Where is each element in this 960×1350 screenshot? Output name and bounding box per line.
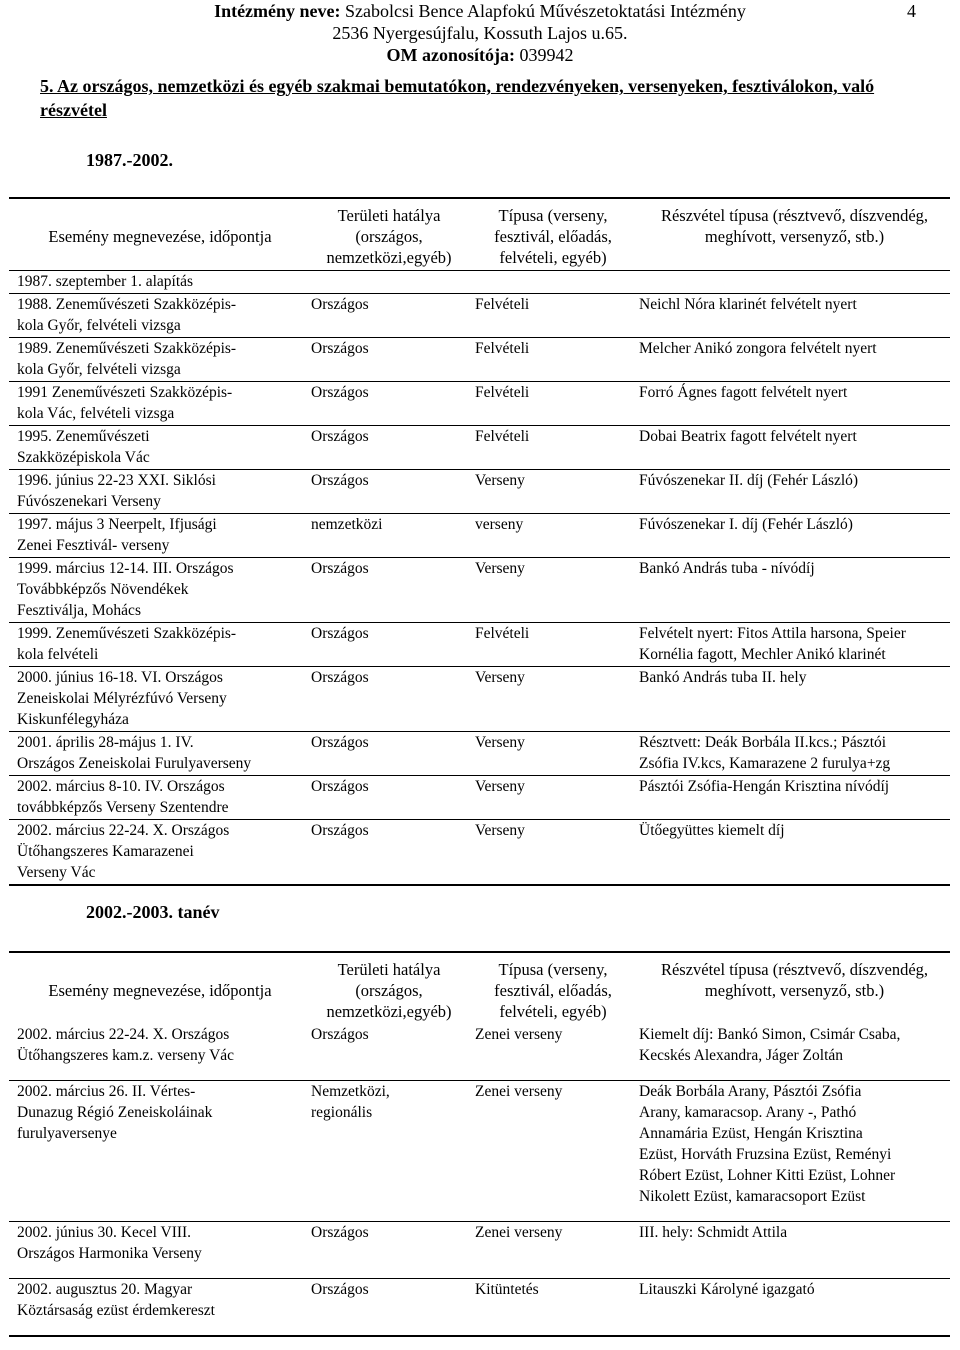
event-line: kola felvételi	[17, 646, 99, 663]
scope-cell	[303, 776, 467, 820]
table-row	[9, 426, 950, 470]
event-cell	[9, 1024, 303, 1081]
scope-line: nemzetközi	[311, 516, 383, 533]
event-line: 2002. március 22-24. X. Országos	[17, 822, 230, 839]
event-line: Köztársaság ezüst érdemkereszt	[17, 1302, 215, 1319]
scope-line: Országos	[311, 472, 369, 489]
event-line: Kiskunfélegyháza	[17, 711, 129, 728]
scope-line: Országos	[311, 296, 369, 313]
participation-cell	[631, 1024, 950, 1081]
event-line: Ütőhangszeres Kamarazenei	[17, 843, 194, 860]
col-header-scope: Területi hatálya (országos, nemzetközi,egyéb)	[303, 198, 467, 271]
type-cell	[467, 820, 631, 886]
participation-line: Pásztói Zsófia-Hengán Krisztina nívódíj	[639, 778, 890, 795]
table-row	[9, 470, 950, 514]
event-cell	[9, 1279, 303, 1337]
event-line: 1997. május 3 Neerpelt, Ifjusági	[17, 516, 217, 533]
type-cell	[467, 1279, 631, 1337]
table-row	[9, 732, 950, 776]
type-line: Felvételi	[475, 625, 530, 642]
type-cell	[467, 294, 631, 338]
event-line: Országos Harmonika Verseny	[17, 1245, 202, 1262]
participation-line: Neichl Nóra klarinét felvételt nyert	[639, 296, 857, 313]
scope-cell	[303, 623, 467, 667]
participation-line: Deák Borbála Arany, Pásztói Zsófia	[639, 1083, 862, 1100]
type-cell	[467, 623, 631, 667]
table-header-row	[9, 952, 950, 1024]
scope-cell	[303, 820, 467, 886]
scope-line: Országos	[311, 560, 369, 577]
type-line: Verseny	[475, 734, 525, 751]
event-cell	[9, 382, 303, 426]
participation-line: Zsófia IV.kcs, Kamarazene 2 furulya+zg	[639, 755, 891, 772]
type-cell	[467, 382, 631, 426]
type-cell	[467, 667, 631, 732]
event-cell	[9, 294, 303, 338]
participation-cell	[631, 294, 950, 338]
participation-cell	[631, 338, 950, 382]
page-number: 4	[907, 1, 916, 21]
event-cell	[9, 470, 303, 514]
participation-cell	[631, 271, 950, 294]
event-cell	[9, 776, 303, 820]
col-header-scope: Területi hatálya (országos, nemzetközi,egyéb)	[326, 960, 452, 1021]
type-cell	[467, 338, 631, 382]
type-line: Kitüntetés	[475, 1281, 539, 1298]
institution-name: Szabolcsi Bence Alapfokú Művészetoktatási Intézmény	[345, 1, 746, 21]
event-line: Zenei Fesztivál- verseny	[17, 537, 170, 554]
event-cell	[9, 1081, 303, 1222]
event-cell	[9, 426, 303, 470]
participation-line: Melcher Anikó zongora felvételt nyert	[639, 340, 877, 357]
participation-line: Kornélia fagott, Mechler Anikó klarinét	[639, 646, 886, 663]
type-cell	[467, 558, 631, 623]
type-line: Felvételi	[475, 340, 530, 357]
table-row	[9, 514, 950, 558]
address-line: 2536 Nyergesújfalu, Kossuth Lajos u.65.	[332, 23, 628, 43]
scope-line: Országos	[311, 1224, 369, 1241]
table-row	[9, 1024, 950, 1081]
scope-cell	[303, 732, 467, 776]
participation-cell	[631, 820, 950, 886]
col-header-participation: Részvétel típusa (résztvevő, díszvendég, meghívott, versenyző, stb.)	[660, 960, 929, 1000]
scope-line: Országos	[311, 340, 369, 357]
event-cell	[9, 271, 303, 294]
participation-line: Arany, kamaracsop. Arany -, Pathó	[639, 1104, 857, 1121]
event-line: 2000. június 16-18. VI. Országos	[17, 669, 223, 686]
participation-cell	[631, 382, 950, 426]
participation-cell	[631, 1081, 950, 1222]
event-line: Országos Zeneiskolai Furulyaverseny	[17, 755, 252, 772]
participation-line: Fúvószenekar II. díj (Fehér László)	[639, 472, 859, 489]
event-cell	[9, 732, 303, 776]
type-line: Verseny	[475, 472, 525, 489]
table-row	[9, 294, 950, 338]
event-line: 2002. március 8-10. IV. Országos	[17, 778, 225, 795]
type-cell	[467, 1081, 631, 1222]
table-row	[9, 776, 950, 820]
om-value: 039942	[519, 45, 574, 65]
type-line: Zenei verseny	[475, 1224, 563, 1241]
type-line: verseny	[475, 516, 524, 533]
event-line: 1999. Zeneművészeti Szakközépis-	[17, 625, 237, 642]
type-line: Zenei verseny	[475, 1026, 563, 1043]
participation-cell	[631, 426, 950, 470]
event-line: 1988. Zeneművészeti Szakközépis-	[17, 296, 237, 313]
participation-line: Dobai Beatrix fagott felvételt nyert	[639, 428, 857, 445]
table-row	[9, 667, 950, 732]
event-cell	[9, 514, 303, 558]
table-row	[9, 820, 950, 886]
scope-cell	[303, 667, 467, 732]
event-line: Fesztiválja, Mohács	[17, 602, 141, 619]
participation-cell	[631, 470, 950, 514]
table-row	[9, 382, 950, 426]
type-cell	[467, 470, 631, 514]
col-header-type: Típusa (verseny, fesztivál, előadás, felvételi, egyéb)	[467, 198, 631, 271]
event-line: továbbképzős Verseny Szentendre	[17, 799, 229, 816]
scope-cell	[303, 1024, 467, 1081]
type-cell	[467, 776, 631, 820]
event-cell	[9, 623, 303, 667]
event-line: 2002. március 22-24. X. Országos	[17, 1026, 230, 1043]
event-line: furulyaversenye	[17, 1125, 117, 1142]
participation-line: Felvételt nyert: Fitos Attila harsona, Speier	[639, 625, 906, 642]
table-row	[9, 558, 950, 623]
type-cell	[467, 271, 631, 294]
scope-cell	[303, 1081, 467, 1222]
institution-label: Intézmény neve:	[214, 1, 341, 21]
scope-line: Országos	[311, 428, 369, 445]
event-cell	[9, 667, 303, 732]
type-line: Verseny	[475, 560, 525, 577]
scope-line: Országos	[311, 384, 369, 401]
participation-line: Kiemelt díj: Bankó Simon, Csimár Csaba,	[639, 1026, 901, 1043]
event-line: 1999. március 12-14. III. Országos	[17, 560, 234, 577]
scope-line: Országos	[311, 734, 369, 751]
participation-cell	[631, 776, 950, 820]
event-line: Szakközépiskola Vác	[17, 449, 150, 466]
participation-line: Ütőegyüttes kiemelt díj	[639, 822, 785, 839]
type-line: Verseny	[475, 669, 525, 686]
participation-line: Résztvett: Deák Borbála II.kcs.; Pásztói	[639, 734, 887, 751]
events-table-2002-2003	[9, 951, 950, 1337]
event-line: 2002. augusztus 20. Magyar	[17, 1281, 193, 1298]
type-line: Felvételi	[475, 384, 530, 401]
section-title: 5. Az országos, nemzetközi és egyéb szakmai bemutatókon, rendezvényeken, versenyeken, fesztiválokon, való részvétel	[40, 76, 875, 120]
event-line: Ütőhangszeres kam.z. verseny Vác	[17, 1047, 235, 1064]
scope-cell	[303, 338, 467, 382]
event-line: kola Győr, felvételi vizsga	[17, 317, 181, 334]
table-row	[9, 1279, 950, 1337]
table-row	[9, 623, 950, 667]
participation-line: III. hely: Schmidt Attila	[639, 1224, 788, 1241]
type-line: Verseny	[475, 778, 525, 795]
scope-line: Országos	[311, 1026, 369, 1043]
event-line: Dunazug Régió Zeneiskoláinak	[17, 1104, 213, 1121]
scope-cell	[303, 271, 467, 294]
col-header-event: Esemény megnevezése, időpontja	[9, 198, 303, 271]
event-line: Verseny Vác	[17, 864, 96, 881]
event-line: Zeneiskolai Mélyrézfúvó Verseny	[17, 690, 227, 707]
type-line: Felvételi	[475, 428, 530, 445]
event-line: kola Vác, felvételi vizsga	[17, 405, 175, 422]
scope-line: Országos	[311, 1281, 369, 1298]
type-cell	[467, 1222, 631, 1279]
scope-cell	[303, 514, 467, 558]
participation-line: Forró Ágnes fagott felvételt nyert	[639, 384, 848, 401]
scope-line: regionális	[311, 1104, 373, 1121]
event-line: kola Győr, felvételi vizsga	[17, 361, 181, 378]
scope-cell	[303, 558, 467, 623]
participation-cell	[631, 732, 950, 776]
scope-line: Országos	[311, 822, 369, 839]
event-line: Továbbképzős Növendékek	[17, 581, 189, 598]
event-line: 2002. március 26. II. Vértes-	[17, 1083, 196, 1100]
type-line: Felvételi	[475, 296, 530, 313]
table-row	[9, 1081, 950, 1222]
event-cell	[9, 820, 303, 886]
type-line: Zenei verseny	[475, 1083, 563, 1100]
table-header-row	[9, 198, 950, 271]
scope-line: Országos	[311, 625, 369, 642]
document-header	[0, 0, 960, 66]
participation-line: Bankó András tuba II. hely	[639, 669, 807, 686]
participation-line: Litauszki Károlyné igazgató	[639, 1281, 815, 1298]
table-row	[9, 1222, 950, 1279]
event-line: 1995. Zeneművészeti	[17, 428, 150, 445]
institution-line	[0, 0, 960, 22]
participation-line: Bankó András tuba - nívódíj	[639, 560, 815, 577]
period-heading-1: 1987.-2002.	[86, 150, 173, 170]
type-cell	[467, 426, 631, 470]
event-line: 1987. szeptember 1. alapítás	[17, 273, 194, 290]
scope-cell	[303, 382, 467, 426]
col-header-participation: Részvétel típusa (résztvevő, díszvendég, meghívott, versenyző, stb.)	[631, 198, 950, 271]
participation-line: Róbert Ezüst, Lohner Kitti Ezüst, Lohner	[639, 1167, 896, 1184]
event-line: 1989. Zeneművészeti Szakközépis-	[17, 340, 237, 357]
col-header-event: Esemény megnevezése, időpontja	[48, 981, 272, 1000]
period-heading-2: 2002.-2003. tanév	[86, 902, 220, 922]
table-row	[9, 271, 950, 294]
participation-cell	[631, 514, 950, 558]
type-cell	[467, 732, 631, 776]
scope-cell	[303, 426, 467, 470]
event-line: 2002. június 30. Kecel VIII.	[17, 1224, 192, 1241]
event-cell	[9, 1222, 303, 1279]
scope-cell	[303, 294, 467, 338]
event-cell	[9, 558, 303, 623]
scope-line: Nemzetközi,	[311, 1083, 390, 1100]
scope-cell	[303, 1279, 467, 1337]
participation-cell	[631, 558, 950, 623]
participation-line: Nikolett Ezüst, kamaracsoport Ezüst	[639, 1188, 866, 1205]
participation-line: Kecskés Alexandra, Jáger Zoltán	[639, 1047, 844, 1064]
participation-cell	[631, 623, 950, 667]
participation-line: Annamária Ezüst, Hengán Krisztina	[639, 1125, 863, 1142]
participation-cell	[631, 1222, 950, 1279]
om-line	[0, 44, 960, 66]
participation-cell	[631, 1279, 950, 1337]
participation-line: Fúvószenekar I. díj (Fehér László)	[639, 516, 853, 533]
event-line: 2001. április 28-május 1. IV.	[17, 734, 194, 751]
participation-line: Ezüst, Horváth Fruzsina Ezüst, Reményi	[639, 1146, 892, 1163]
scope-cell	[303, 1222, 467, 1279]
scope-line: Országos	[311, 669, 369, 686]
type-cell	[467, 514, 631, 558]
participation-cell	[631, 667, 950, 732]
type-line: Verseny	[475, 822, 525, 839]
scope-cell	[303, 470, 467, 514]
table-row	[9, 338, 950, 382]
scope-line: Országos	[311, 778, 369, 795]
events-table-1987-2002	[9, 197, 950, 886]
event-line: Fúvószenekari Verseny	[17, 493, 161, 510]
col-header-type: Típusa (verseny, fesztivál, előadás, felvételi, egyéb)	[494, 960, 612, 1021]
om-label: OM azonosítója:	[386, 45, 515, 65]
event-line: 1996. június 22-23 XXI. Siklósi	[17, 472, 216, 489]
event-cell	[9, 338, 303, 382]
type-cell	[467, 1024, 631, 1081]
event-line: 1991 Zeneművészeti Szakközépis-	[17, 384, 233, 401]
